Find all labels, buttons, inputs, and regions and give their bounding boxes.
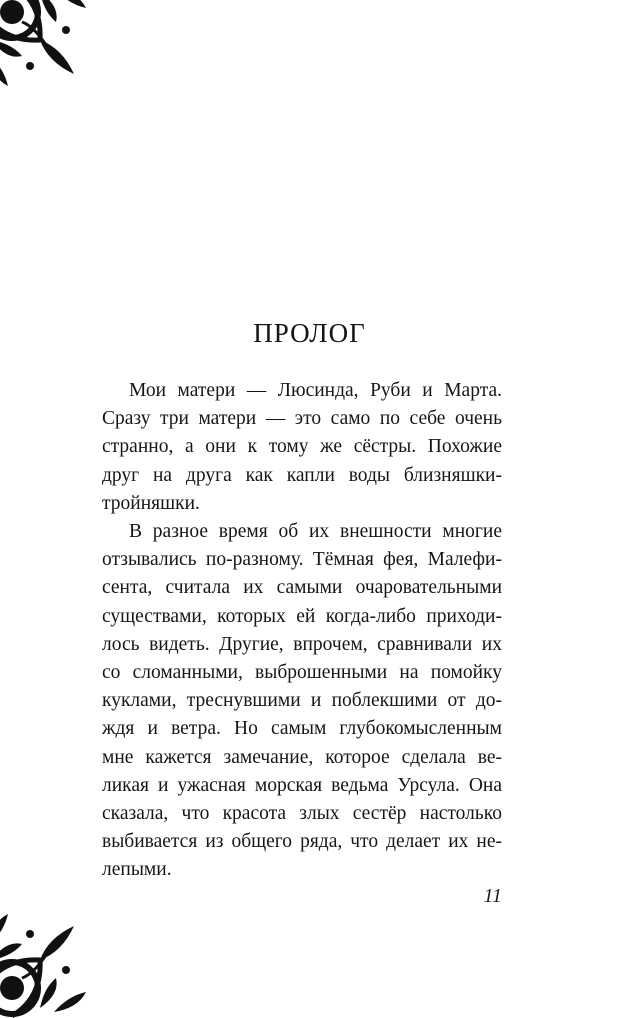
text-line: ликая и ужасная морская ведьма Урсула. Она: [102, 774, 502, 796]
text-line: друг на друга как капли воды близняшки-: [102, 464, 502, 486]
corner-ornament-top-left-icon: [0, 0, 92, 92]
text-line: странно, а они к тому же сёстры. Похожие: [102, 436, 502, 458]
corner-ornament-bottom-left-icon: [0, 908, 92, 1018]
text-line: ждя и ветра. Но самым глубокомысленным: [102, 718, 502, 740]
text-line: выбивается из общего ряда, что делает их не-: [102, 831, 502, 853]
chapter-title: ПРОЛОГ: [253, 318, 366, 348]
text-line: лепыми.: [102, 859, 172, 881]
text-line: со сломанными, выброшенными на помойку: [102, 662, 502, 684]
paragraph-2: [102, 518, 502, 885]
text-line: сента, считала их самыми очаровательными: [102, 577, 502, 599]
text-line: сказала, что красота злых сестёр настолько: [102, 803, 502, 825]
paragraph-1: [102, 377, 502, 518]
page-number: 11: [483, 885, 502, 907]
text-line: куклами, треснувшими и поблекшими от до-: [102, 690, 502, 712]
text-line: существами, которых ей когда-либо приходи-: [102, 605, 502, 627]
text-line: Сразу три матери — это само по себе очень: [102, 408, 502, 430]
body-text: [102, 377, 502, 885]
text-line: тройняшки.: [102, 492, 200, 514]
text-line: В разное время об их внешности многие: [129, 521, 502, 543]
text-line: отзывались по-разному. Тёмная фея, Малефи-: [102, 549, 502, 571]
text-line: мне кажется замечание, которое сделала ве-: [102, 746, 502, 768]
text-line: лось видеть. Другие, впрочем, сравнивали их: [102, 633, 502, 655]
text-line: Мои матери — Люсинда, Руби и Марта.: [129, 380, 502, 401]
